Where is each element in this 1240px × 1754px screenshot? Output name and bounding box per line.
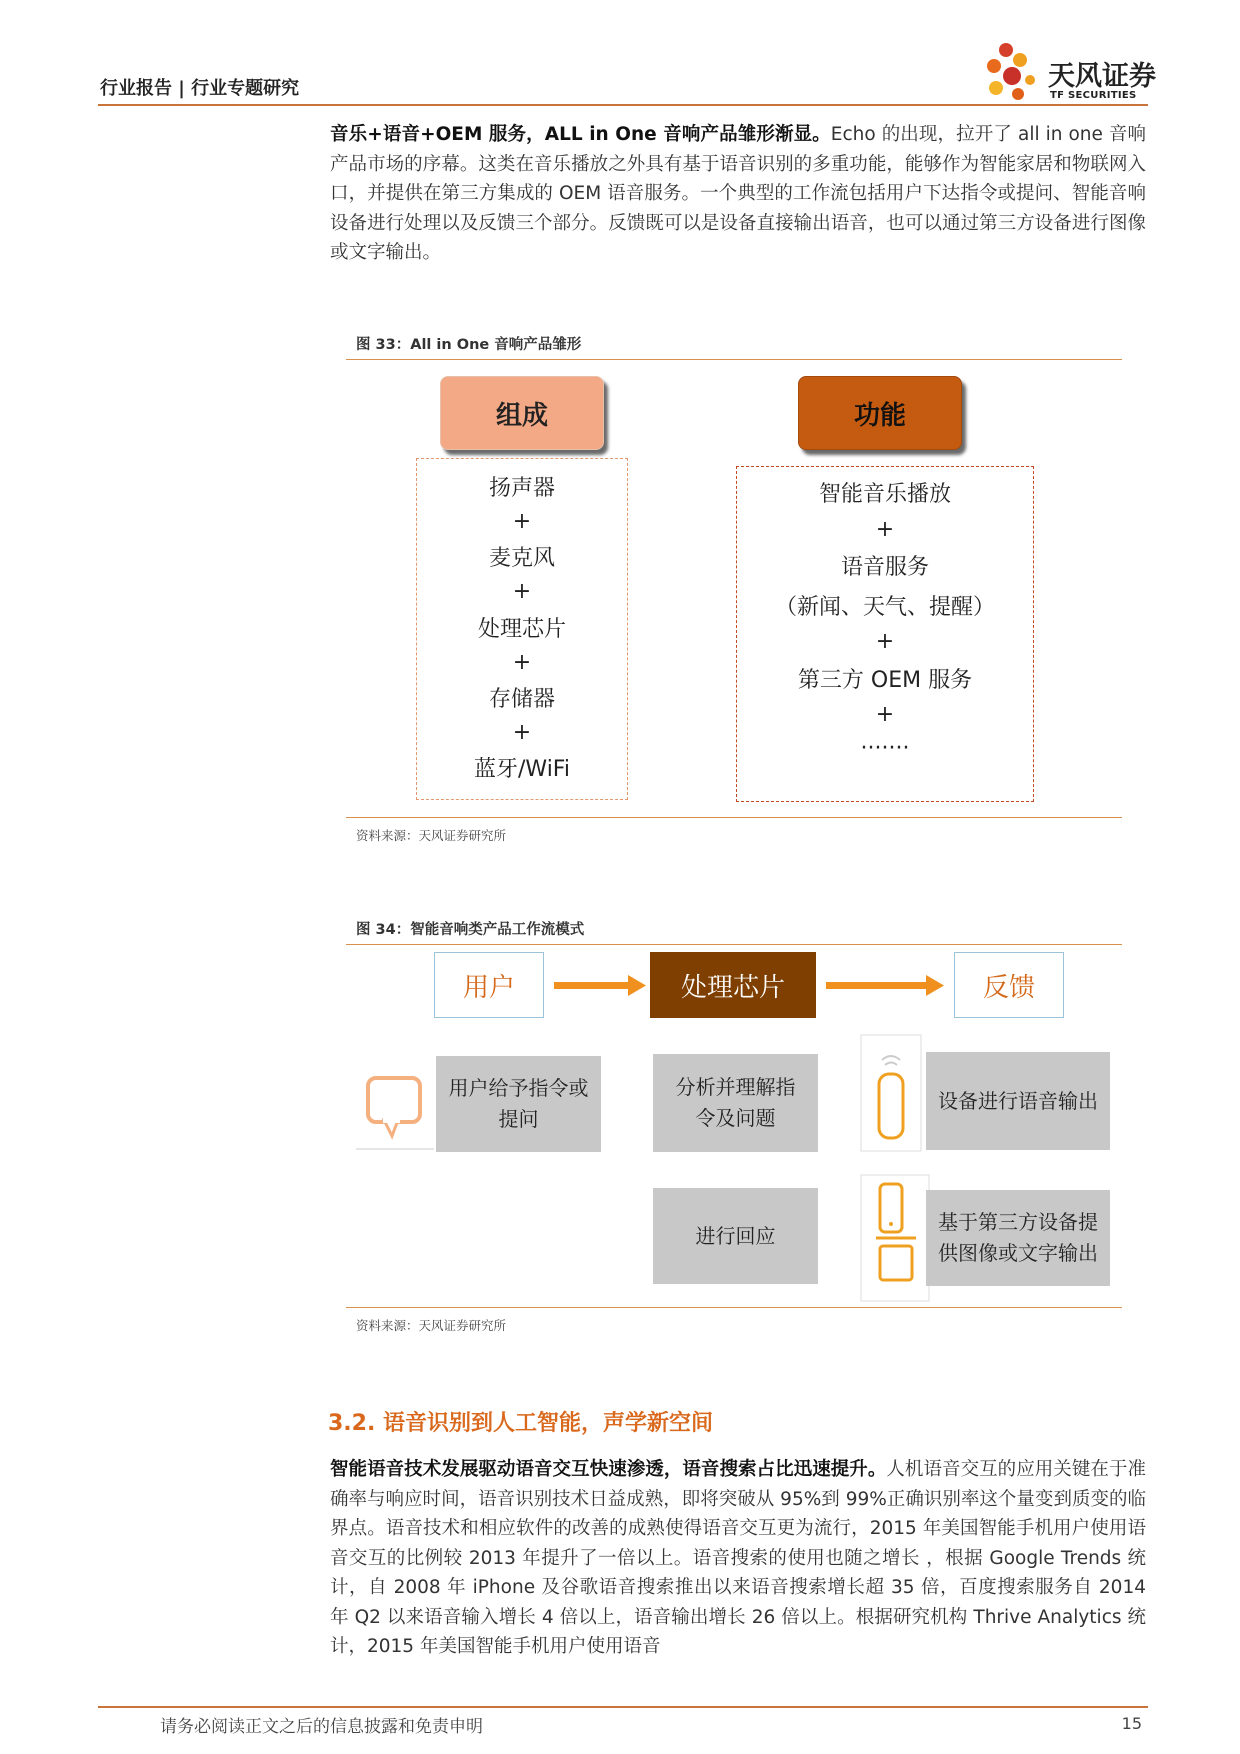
section-lead: 智能语音技术发展驱动语音交互快速渗透，语音搜索占比迅速提升。 bbox=[330, 1459, 887, 1480]
composition-item: 处理芯片 bbox=[477, 616, 566, 642]
function-ellipsis: ······· bbox=[860, 735, 910, 761]
figure33-bottom-rule bbox=[346, 817, 1122, 818]
footer-disclaimer: 请务必阅读正文之后的信息披露和免责申明 bbox=[160, 1717, 483, 1737]
intro-text: Echo 的出现，拉开了 all in one 音响产品市场的序幕。这类在音乐播放之外具有基于语音识别的多重功能，能够作为智能家居和物联网入口，并提供在第三方集成的 OEM 语音服务。一个典型的工作流包括用户下达指令或提问、智能音响设备进行处理以及反馈三个部分。反馈既可以是设备直接输出语音，也可以通过第三方设备进行图像或文字输出。 bbox=[330, 124, 1146, 263]
smart-speaker-icon bbox=[860, 1034, 922, 1152]
intro-paragraph bbox=[330, 120, 1146, 268]
flow-chip-box: 处理芯片 bbox=[650, 952, 816, 1018]
figure34-source: 资料来源：天风证券研究所 bbox=[356, 1318, 507, 1333]
composition-list bbox=[416, 458, 628, 800]
function-item: 第三方 OEM 服务 bbox=[797, 667, 973, 693]
figure33-top-rule bbox=[346, 359, 1122, 360]
function-item: 智能音乐播放 bbox=[818, 482, 951, 507]
page-number: 15 bbox=[1121, 1714, 1142, 1733]
composition-plus: + bbox=[512, 509, 532, 535]
respond-box: 进行回应 bbox=[653, 1188, 818, 1284]
function-item: （新闻、天气、提醒） bbox=[774, 594, 995, 620]
composition-plus: + bbox=[512, 719, 532, 745]
function-list bbox=[736, 466, 1034, 802]
logo-text: 天风证券 bbox=[1048, 61, 1156, 92]
speech-bubble-icon bbox=[356, 1054, 434, 1150]
voice-output-box: 设备进行语音输出 bbox=[926, 1052, 1110, 1150]
footer-divider bbox=[98, 1706, 1148, 1708]
section-text: 人机语音交互的应用关键在于准确率与响应时间，语音识别技术日益成熟，即将突破从 95%到 99%正确识别率这个量变到质变的临界点。语音技术和相应软件的改善的成熟使得语音交互更为流行，2015 年美国智能手机用户使用语音交互的比例较 2013 年提升了一倍以上。语音搜索的使用也随之增长 ，根据 Google Trends 统计，自 2008 年 iPhone 及谷歌语音搜索推出以来语音搜索增长超 35 倍，百度搜索服务自 2014 年 Q2 以来语音输入增长 4 倍以上，语音输出增长 26 倍以上。根据研究机构 Thrive Analytics 统计，2015 年美国智能手机用户使用语音 bbox=[330, 1459, 1146, 1657]
visual-output-box: 基于第三方设备提供图像或文字输出 bbox=[926, 1190, 1110, 1286]
analyze-box: 分析并理解指令及问题 bbox=[653, 1054, 818, 1152]
function-plus: + bbox=[875, 629, 895, 655]
third-party-device-icon bbox=[860, 1174, 930, 1302]
figure33-title: 图 33：All in One 音响产品雏形 bbox=[356, 337, 582, 353]
flow-arrow-icon bbox=[826, 975, 944, 997]
figure34-bottom-rule bbox=[346, 1307, 1122, 1308]
function-plus: + bbox=[875, 516, 895, 542]
logo-subtext: TF SECURITIES bbox=[1050, 90, 1137, 101]
function-item: 语音服务 bbox=[840, 555, 929, 581]
function-plus: + bbox=[875, 702, 895, 728]
function-header: 功能 bbox=[798, 376, 962, 450]
composition-item: 蓝牙/WiFi bbox=[474, 757, 570, 782]
composition-item: 存储器 bbox=[488, 686, 555, 712]
section-paragraph bbox=[330, 1455, 1146, 1662]
flow-user-box: 用户 bbox=[434, 952, 544, 1018]
breadcrumb: 行业报告 | 行业专题研究 bbox=[100, 78, 300, 99]
composition-header: 组成 bbox=[440, 376, 604, 450]
intro-lead: 音乐+语音+OEM 服务，ALL in One 音响产品雏形渐显。 bbox=[330, 124, 831, 145]
composition-plus: + bbox=[512, 649, 532, 675]
composition-item: 麦克风 bbox=[488, 546, 555, 572]
user-command-box: 用户给予指令或提问 bbox=[436, 1056, 601, 1152]
figure34-top-rule bbox=[346, 944, 1122, 945]
composition-item: 扬声器 bbox=[488, 476, 555, 501]
flow-arrow-icon bbox=[554, 975, 646, 997]
header-divider bbox=[98, 104, 1148, 106]
figure34-title: 图 34：智能音响类产品工作流模式 bbox=[356, 922, 585, 938]
flow-feedback-box: 反馈 bbox=[954, 952, 1064, 1018]
composition-plus: + bbox=[512, 579, 532, 605]
section-heading: 3.2. 语音识别到人工智能，声学新空间 bbox=[328, 1411, 713, 1436]
figure33-source: 资料来源：天风证券研究所 bbox=[356, 828, 507, 843]
